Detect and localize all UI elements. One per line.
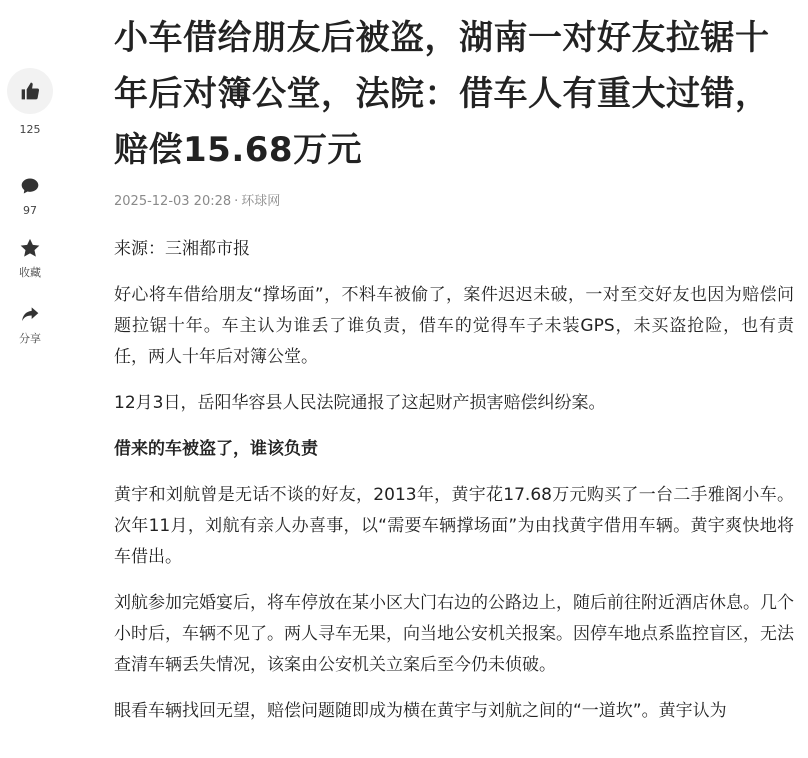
comment-button[interactable] (0, 174, 60, 218)
body-paragraph: 眼看车辆找回无望，赔偿问题随即成为横在黄宇与刘航之间的“一道坎”。黄宇认为 (114, 701, 727, 721)
star-icon (19, 237, 41, 259)
section-heading: 借来的车被盗了，谁该负责 (114, 439, 318, 459)
article-meta (114, 192, 794, 212)
body-paragraph: 刘航参加完婚宴后，将车停放在某小区大门右边的公路边上，随后前往附近酒店休息。几个小时后，车辆不见了。两人寻车无果，向当地公安机关报案。因停车地点系监控盲区，无法查清车辆丢失情况，该案由公安机关立案后至今仍未侦破。 (114, 593, 794, 675)
like-icon-circle (7, 68, 53, 114)
article-title: 小车借给朋友后被盗，湖南一对好友拉锯十年后对簿公堂，法院：借车人有重大过错，赔偿15.68万元 (114, 18, 770, 170)
body-paragraph: 12月3日，岳阳华容县人民法院通报了这起财产损害赔偿纠纷案。 (114, 393, 606, 413)
favorite-label: 收藏 (19, 266, 41, 279)
favorite-button[interactable] (0, 236, 60, 280)
publisher-name[interactable]: 环球网 (241, 194, 281, 209)
like-count: 125 (19, 123, 41, 136)
share-icon (20, 304, 40, 324)
body-paragraph: 黄宇和刘航曾是无话不谈的好友，2013年，黄宇花17.68万元购买了一台二手雅阁小车。次年11月，刘航有亲人办喜事，以“需要车辆撑场面”为由找黄宇借用车辆。黄宇爽快地将车借出。 (114, 485, 794, 567)
publish-date: 2025-12-03 20:28 (114, 194, 232, 209)
article-body (114, 234, 794, 727)
like-button[interactable] (0, 68, 60, 137)
comment-count: 97 (23, 204, 37, 217)
meta-separator: · (234, 194, 239, 209)
share-label: 分享 (19, 332, 41, 345)
body-paragraph: 好心将车借给朋友“撑场面”，不料车被偷了，案件迟迟未破，一对至交好友也因为赔偿问题拉锯十年。车主认为谁丢了谁负责，借车的觉得车子未装GPS，未买盗抢险，也有责任，两人十年后对簿公堂。 (114, 285, 794, 367)
comment-icon (20, 176, 40, 196)
source-line: 来源：三湘都市报 (114, 239, 250, 259)
share-button[interactable] (0, 302, 60, 346)
article-container (114, 10, 794, 742)
thumbs-up-icon (20, 81, 40, 101)
